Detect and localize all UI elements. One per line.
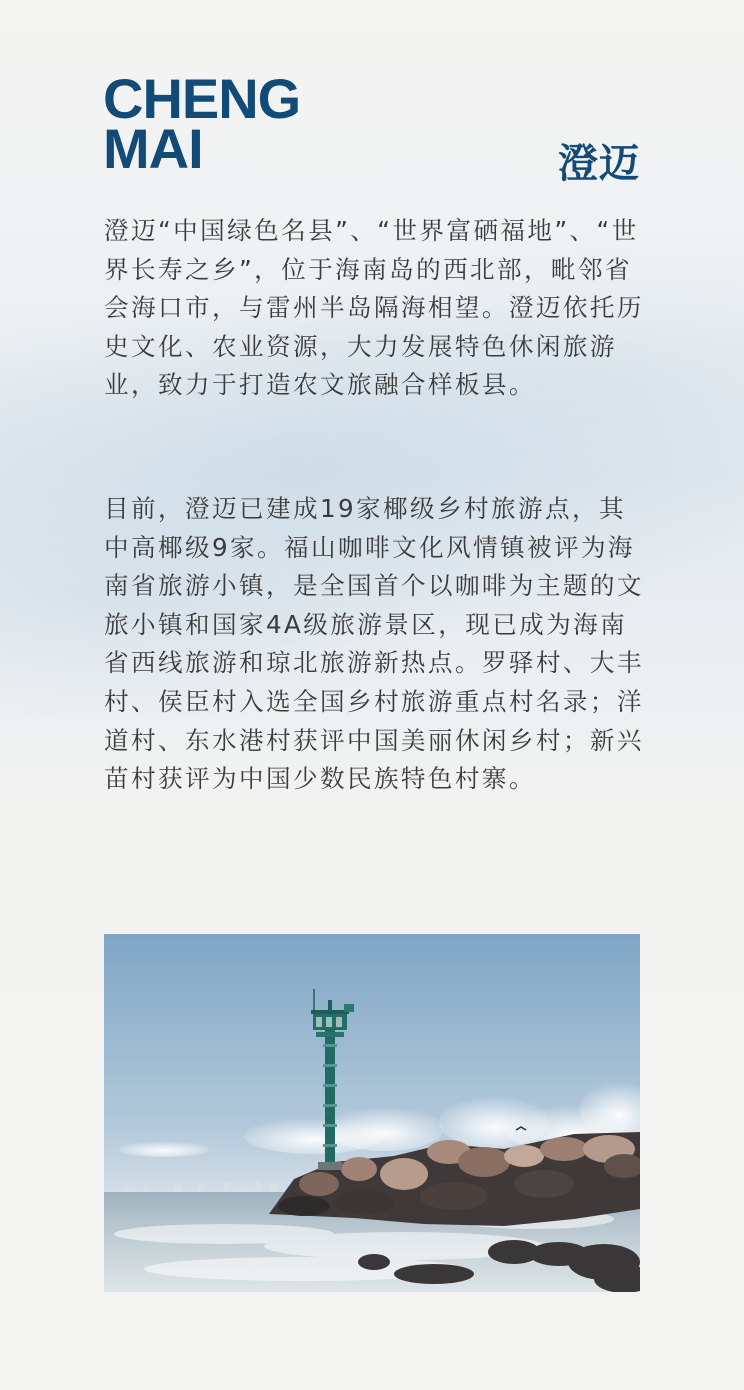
intro-paragraph: 澄迈“中国绿色名县”、“世界富硒福地”、“世界长寿之乡”，位于海南岛的西北部，毗邻省会海口市，与雷州半岛隔海相望。澄迈依托历史文化、农业资源，大力发展特色休闲旅游业，致力于打造农文旅融合样板县。 — [104, 216, 644, 400]
title-english-line-2: MAI — [103, 117, 203, 180]
lighthouse-photo — [104, 934, 640, 1292]
lighthouse-scene — [104, 934, 640, 1292]
title-english — [103, 67, 301, 180]
title-chinese: 澄迈 — [558, 141, 640, 187]
tourism-paragraph: 目前，澄迈已建成19家椰级乡村旅游点，其中高椰级9家。福山咖啡文化风情镇被评为海南省旅游小镇，是全国首个以咖啡为主题的文旅小镇和国家4A级旅游景区，现已成为海南省西线旅游和琼北旅游新热点。罗驿村、大丰村、侯臣村入选全国乡村旅游重点村名录；洋道村、东水港村获评中国美丽休闲乡村；新兴苗村获评为中国少数民族特色村寨。 — [104, 494, 644, 794]
title-english-line-1: CHENG — [103, 67, 301, 130]
